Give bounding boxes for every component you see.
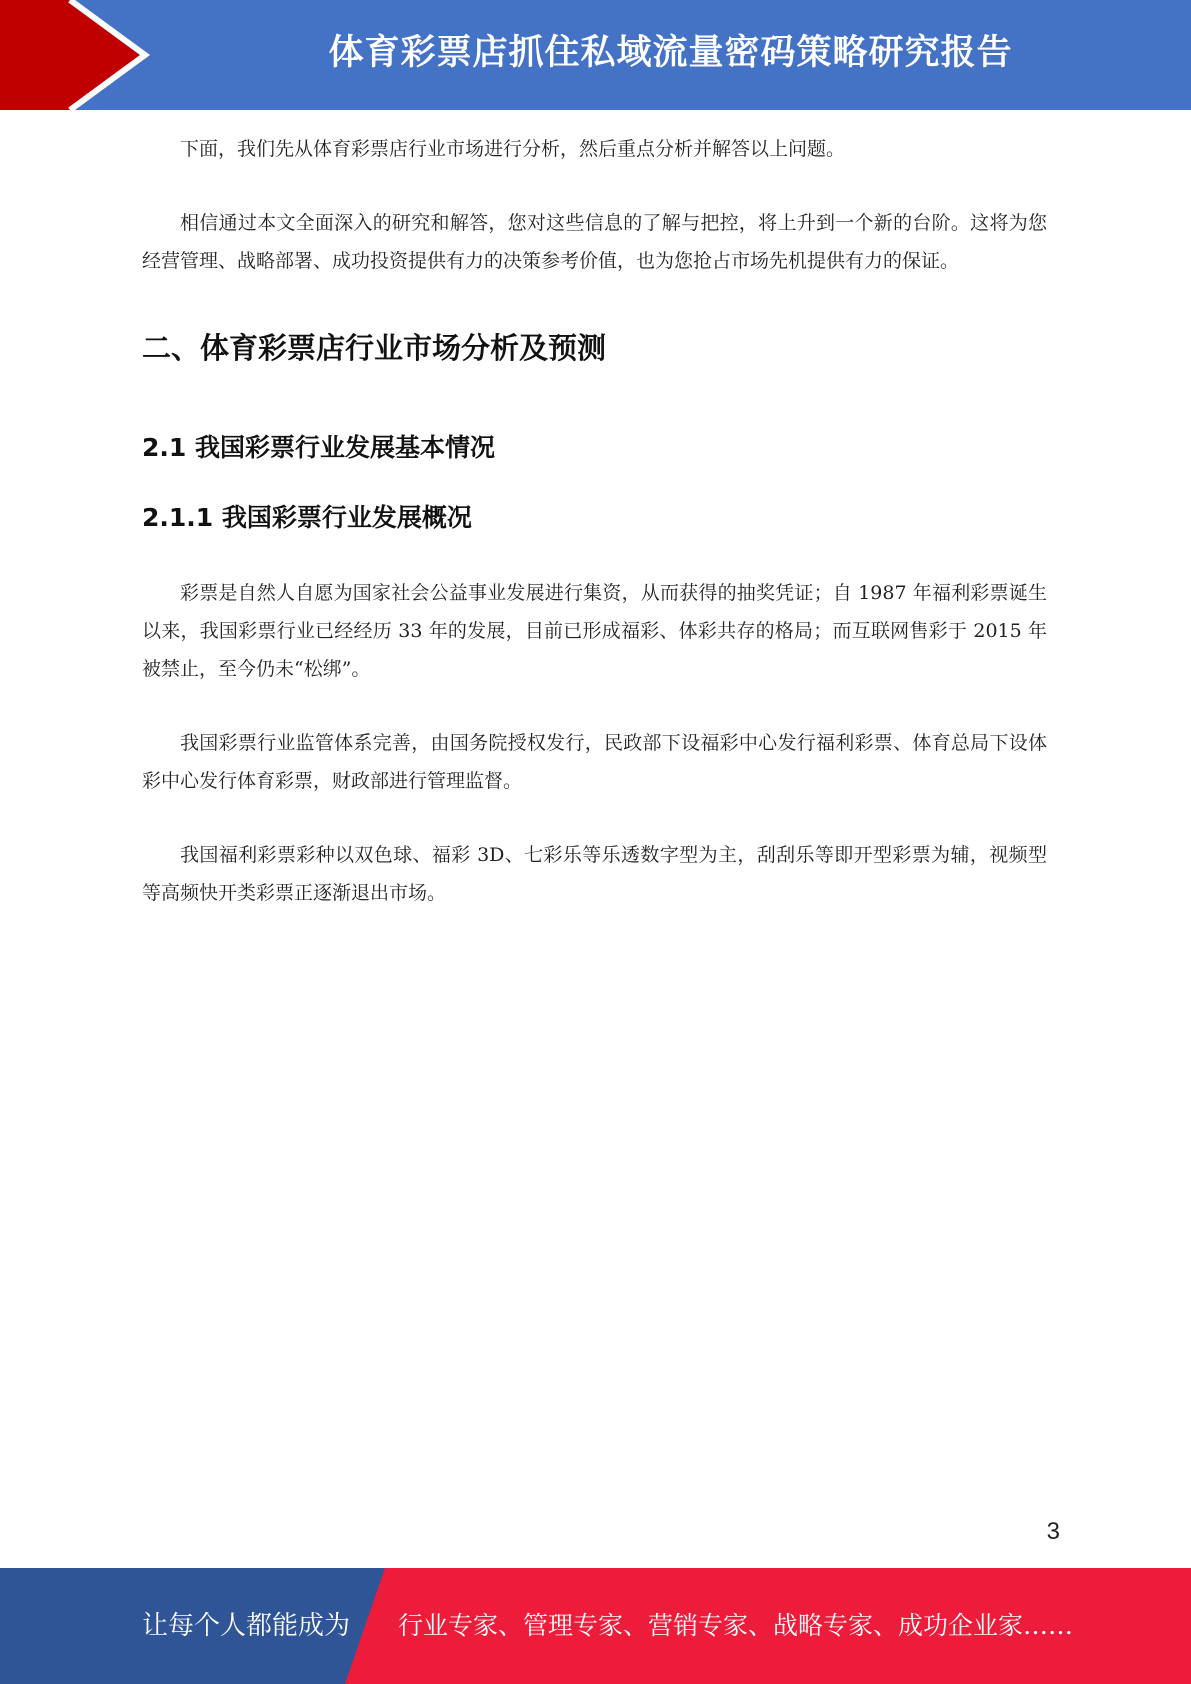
body-paragraph-3: 我国福利彩票彩种以双色球、福彩 3D、七彩乐等乐透数字型为主，刮刮乐等即开型彩票为辅，视频型等高频快开类彩票正逐渐退出市场。: [142, 844, 1047, 904]
footer-band: [0, 1568, 1191, 1684]
footer-slogan-left: 让每个人都能成为: [142, 1611, 351, 1641]
header-band: [0, 0, 1191, 110]
page-title: 体育彩票店抓住私域流量密码策略研究报告: [328, 33, 1013, 73]
page-number: 3: [1046, 1518, 1060, 1545]
intro-paragraph-1: 下面，我们先从体育彩票店行业市场进行分析，然后重点分析并解答以上问题。: [180, 138, 846, 160]
body-paragraph-2: 我国彩票行业监管体系完善，由国务院授权发行，民政部下设福彩中心发行福利彩票、体育总局下设体彩中心发行体育彩票，财政部进行管理监督。: [142, 732, 1047, 792]
footer-slogan-right: 行业专家、管理专家、营销专家、战略专家、成功企业家……: [398, 1611, 1074, 1640]
document-body: [142, 130, 1047, 912]
section-heading: 二、体育彩票店行业市场分析及预测: [142, 331, 607, 365]
subsection-heading: 2.1 我国彩票行业发展基本情况: [142, 433, 495, 462]
body-paragraph-1: 彩票是自然人自愿为国家社会公益事业发展进行集资，从而获得的抽奖凭证；自 1987 年福利彩票诞生以来，我国彩票行业已经经历 33 年的发展，目前已形成福彩、体彩共存的格局；而互联网售彩于 2015 年被禁止，至今仍未“松绑”。: [142, 582, 1047, 680]
header-chevron-icon: [0, 0, 160, 110]
intro-paragraph-2: 相信通过本文全面深入的研究和解答，您对这些信息的了解与把控，将上升到一个新的台阶。这将为您经营管理、战略部署、成功投资提供有力的决策参考价值，也为您抢占市场先机提供有力的保证。: [142, 212, 1047, 272]
subsubsection-heading: 2.1.1 我国彩票行业发展概况: [142, 503, 472, 532]
